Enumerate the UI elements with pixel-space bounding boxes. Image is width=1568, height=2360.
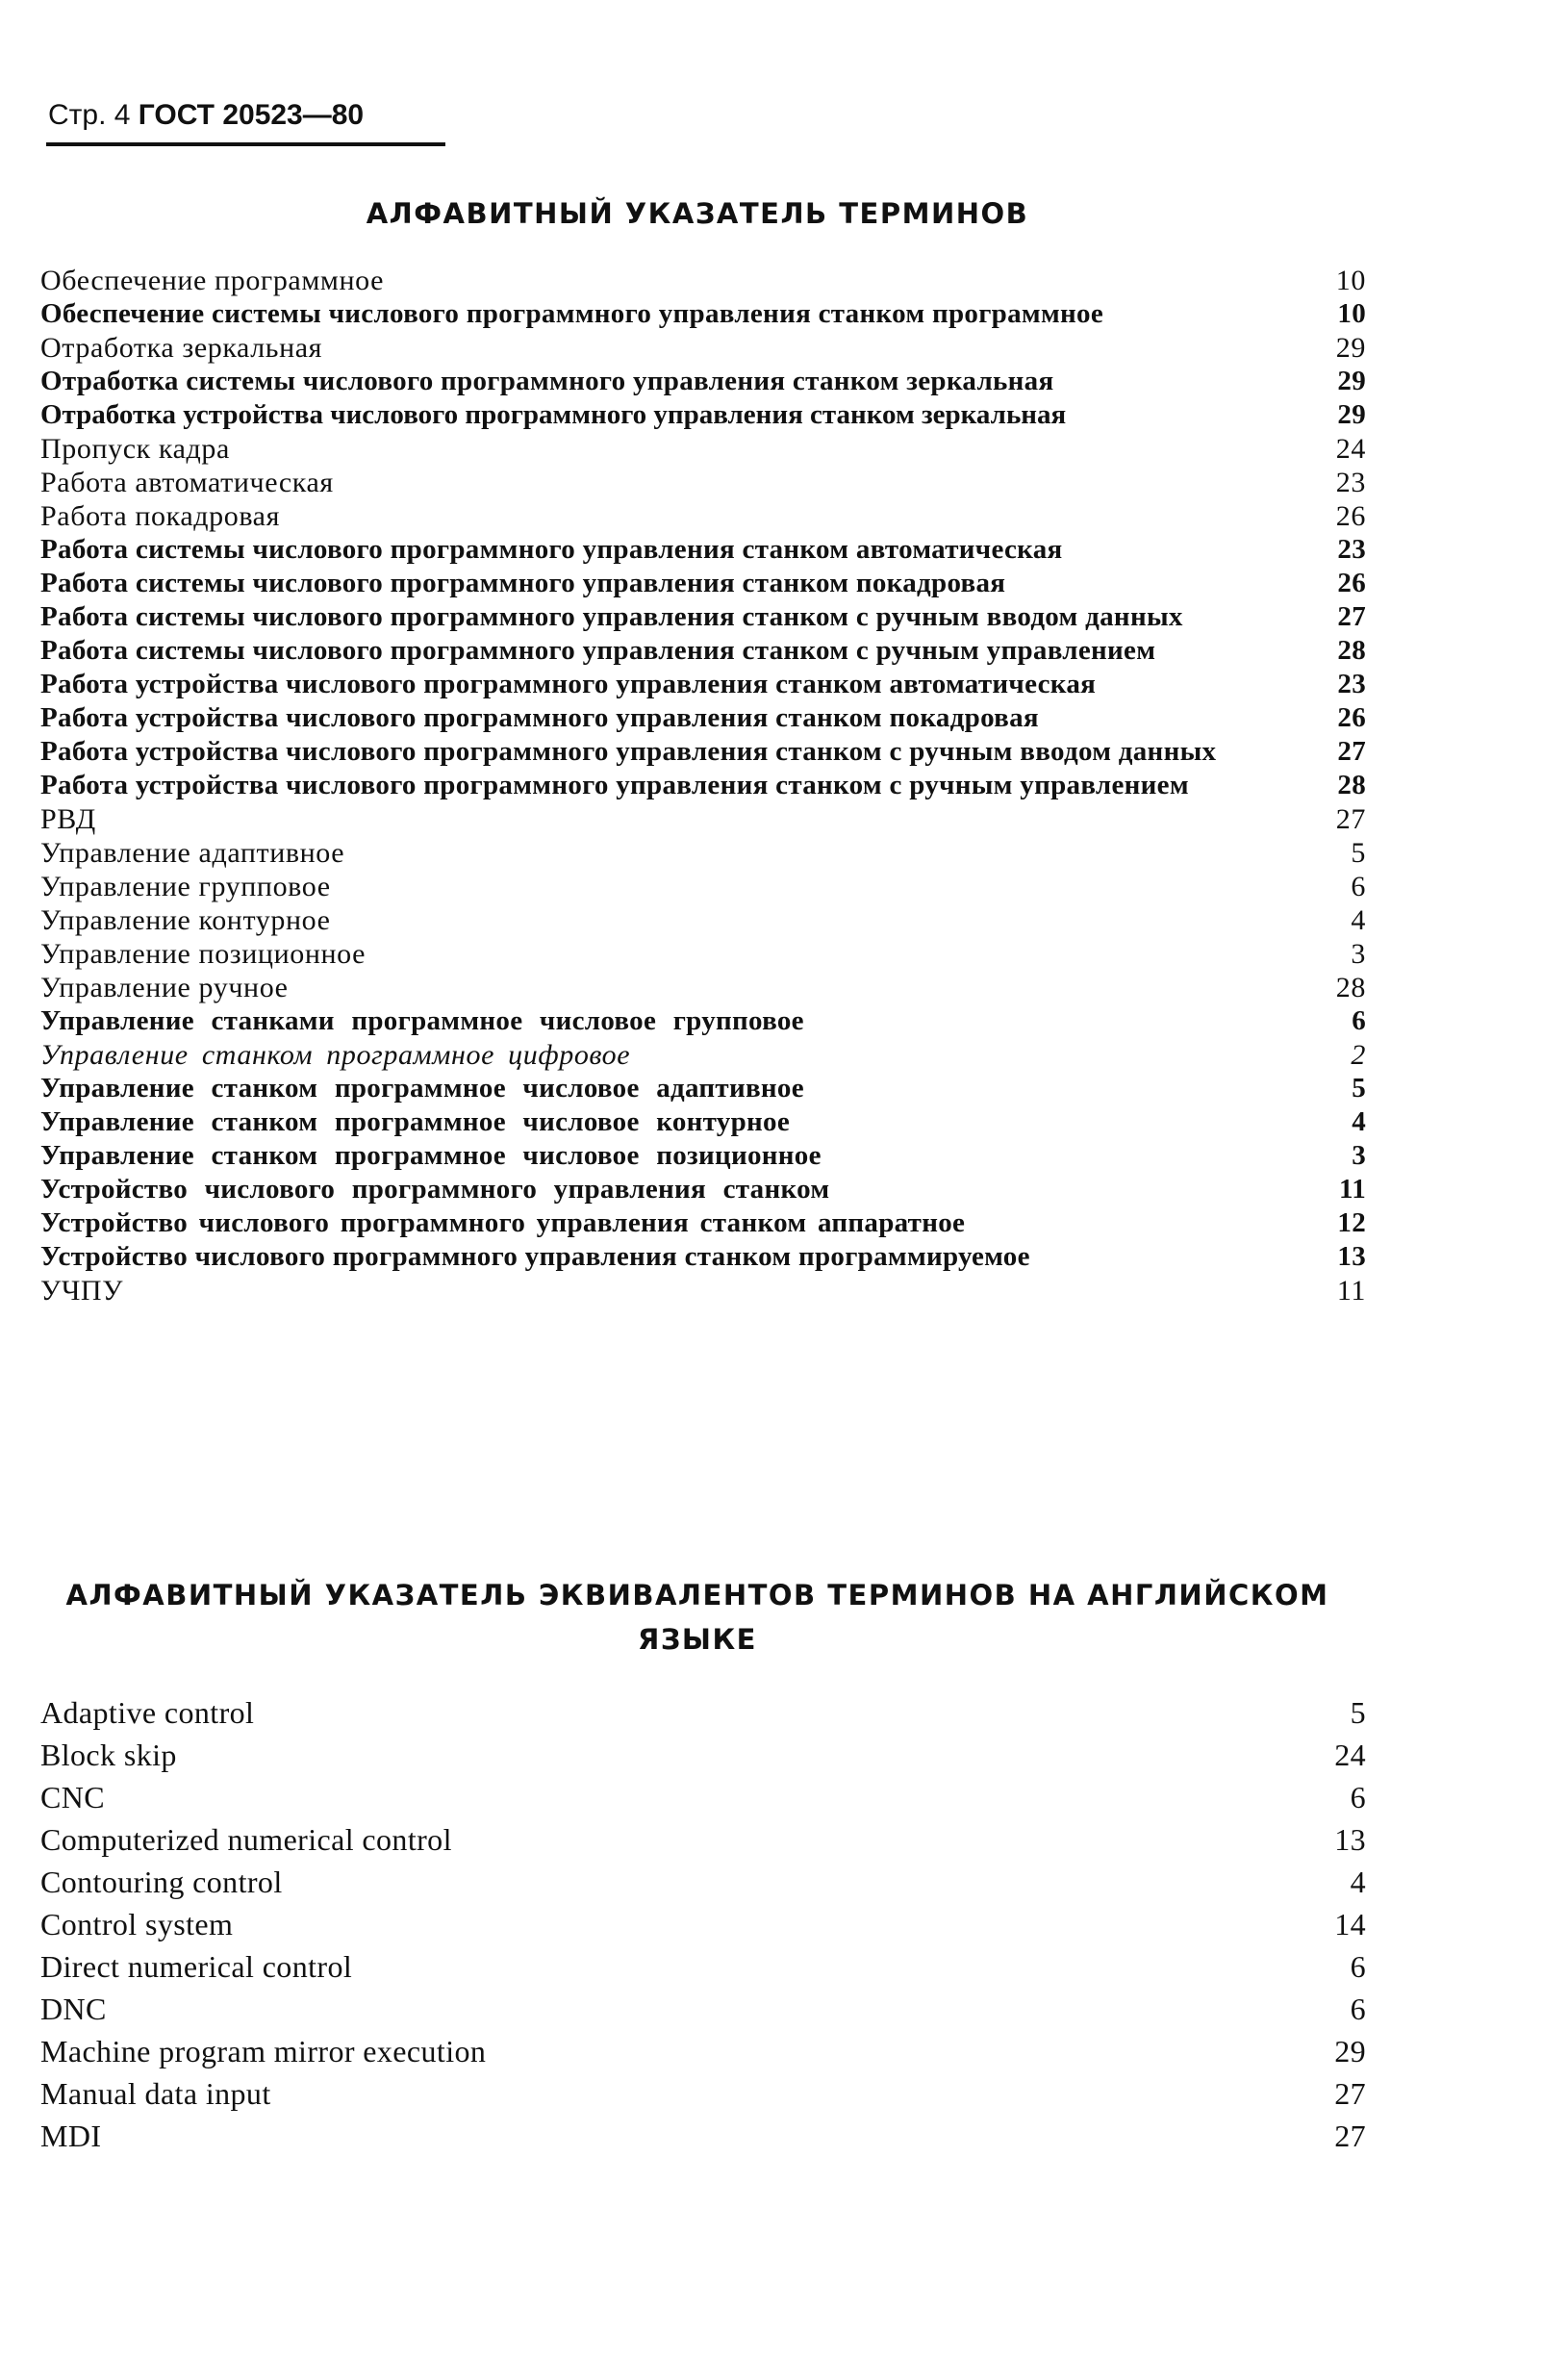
index-term: Block skip bbox=[40, 1738, 177, 1772]
index-page: 28 bbox=[1337, 635, 1366, 666]
index-page: 23 bbox=[1335, 467, 1366, 498]
index-page: 12 bbox=[1337, 1207, 1366, 1238]
index-term: УЧПУ bbox=[40, 1275, 124, 1307]
index-page: 6 bbox=[1351, 871, 1366, 902]
index-term: Управление позиционное bbox=[40, 938, 367, 970]
index-term: Работа устройства числового программного управления станком с ручным вводом данных bbox=[40, 736, 1217, 767]
index-term: Direct numerical control bbox=[40, 1949, 353, 1984]
en-index-title: АЛФАВИТНЫЙ УКАЗАТЕЛЬ ЭКВИВАЛЕНТОВ ТЕРМИНОВ НА АНГЛИЙСКОМ bbox=[65, 1579, 1329, 1611]
index-term: Управление станками программное числовое групповое bbox=[40, 1005, 804, 1036]
index-page: 4 bbox=[1352, 1106, 1366, 1137]
running-header bbox=[48, 96, 364, 135]
index-term: Устройство числового программного управления станком аппаратное bbox=[40, 1207, 966, 1238]
index-entry bbox=[40, 1206, 1366, 1240]
index-term: РВД bbox=[40, 803, 96, 835]
index-term: Работа устройства числового программного управления станком автоматическая bbox=[40, 669, 1097, 699]
index-entry bbox=[40, 466, 1366, 499]
header-rule bbox=[46, 142, 445, 146]
index-entry bbox=[40, 365, 1366, 398]
index-entry bbox=[40, 1861, 1366, 1903]
index-term: Устройство числового программного управления станком программируемое bbox=[40, 1241, 1030, 1272]
index-page: 4 bbox=[1351, 904, 1366, 936]
index-page: 26 bbox=[1335, 500, 1366, 532]
index-term: Отработка зеркальная bbox=[40, 332, 323, 364]
index-page: 4 bbox=[1350, 1865, 1366, 1899]
index-entry bbox=[40, 432, 1366, 466]
index-term: DNC bbox=[40, 1992, 107, 2026]
index-term: Пропуск кадра bbox=[40, 433, 230, 465]
index-page: 26 bbox=[1337, 702, 1366, 733]
index-term: Machine program mirror execution bbox=[40, 2034, 487, 2068]
index-page: 28 bbox=[1337, 770, 1366, 800]
index-page: 3 bbox=[1352, 1140, 1366, 1171]
en-index-title-cont: ЯЗЫКЕ bbox=[638, 1623, 757, 1656]
index-page: 24 bbox=[1335, 433, 1366, 465]
index-entry bbox=[40, 331, 1366, 365]
index-entry bbox=[40, 668, 1366, 701]
index-page: 23 bbox=[1337, 669, 1366, 699]
index-entry bbox=[40, 1038, 1366, 1072]
index-term: Работа системы числового программного управления станком с ручным вводом данных bbox=[40, 601, 1183, 632]
index-page: 2 bbox=[1351, 1039, 1366, 1071]
index-page: 27 bbox=[1334, 2076, 1366, 2111]
index-page: 10 bbox=[1335, 265, 1366, 296]
index-page: 5 bbox=[1351, 837, 1366, 869]
index-term: Управление станком программное числовое адаптивное bbox=[40, 1073, 804, 1104]
index-term: Управление контурное bbox=[40, 904, 331, 936]
index-entry bbox=[40, 634, 1366, 668]
index-entry bbox=[40, 1903, 1366, 1945]
index-term: Управление станком программное числовое контурное bbox=[40, 1106, 791, 1137]
index-entry bbox=[40, 1818, 1366, 1861]
index-entry bbox=[40, 735, 1366, 769]
index-entry bbox=[40, 297, 1366, 331]
index-page: 24 bbox=[1334, 1738, 1366, 1772]
index-term: Отработка системы числового программного управления станком зеркальная bbox=[40, 366, 1054, 396]
index-page: 27 bbox=[1334, 2119, 1366, 2153]
index-page: 11 bbox=[1336, 1275, 1366, 1307]
index-page: 6 bbox=[1352, 1005, 1366, 1036]
en-term-index bbox=[40, 1691, 1366, 2157]
ru-index-title: АЛФАВИТНЫЙ УКАЗАТЕЛЬ ТЕРМИНОВ bbox=[366, 197, 1029, 230]
index-term: Работа устройства числового программного управления станком с ручным управлением bbox=[40, 770, 1189, 800]
index-term: Работа системы числового программного управления станком покадровая bbox=[40, 568, 1006, 598]
index-page: 27 bbox=[1335, 803, 1366, 835]
index-term: Управление станком программное числовое позиционное bbox=[40, 1140, 822, 1171]
index-entry bbox=[40, 499, 1366, 533]
index-entry bbox=[40, 1988, 1366, 2030]
index-entry bbox=[40, 1274, 1366, 1307]
index-page: 13 bbox=[1334, 1822, 1366, 1857]
index-entry bbox=[40, 264, 1366, 297]
index-term: Обеспечение программное bbox=[40, 265, 385, 296]
index-term: Управление адаптивное bbox=[40, 837, 345, 869]
index-page: 11 bbox=[1339, 1174, 1366, 1205]
index-term: Contouring control bbox=[40, 1865, 283, 1899]
index-entry bbox=[40, 2030, 1366, 2072]
index-term: Управление групповое bbox=[40, 871, 331, 902]
index-page: 10 bbox=[1337, 298, 1366, 329]
index-entry bbox=[40, 1105, 1366, 1139]
index-term: CNC bbox=[40, 1780, 105, 1814]
index-term: Работа покадровая bbox=[40, 500, 280, 532]
index-entry bbox=[40, 701, 1366, 735]
index-entry bbox=[40, 870, 1366, 903]
index-entry bbox=[40, 1240, 1366, 1274]
index-term: Управление ручное bbox=[40, 972, 289, 1003]
index-entry bbox=[40, 802, 1366, 836]
index-entry bbox=[40, 1004, 1366, 1038]
index-term: Control system bbox=[40, 1907, 234, 1941]
index-entry bbox=[40, 1173, 1366, 1206]
index-entry bbox=[40, 1072, 1366, 1105]
index-entry bbox=[40, 533, 1366, 567]
index-entry bbox=[40, 600, 1366, 634]
index-entry bbox=[40, 1945, 1366, 1988]
index-page: 3 bbox=[1351, 938, 1366, 970]
index-term: Работа системы числового программного управления станком автоматическая bbox=[40, 534, 1063, 565]
index-page: 5 bbox=[1350, 1695, 1366, 1730]
index-term: Работа устройства числового программного управления станком покадровая bbox=[40, 702, 1039, 733]
index-page: 28 bbox=[1335, 972, 1366, 1003]
index-term: Работа системы числового программного управления станком с ручным управлением bbox=[40, 635, 1156, 666]
index-page: 6 bbox=[1350, 1992, 1366, 2026]
index-entry bbox=[40, 2072, 1366, 2115]
page-label: Стр. 4 bbox=[48, 99, 131, 131]
index-term: Обеспечение системы числового программного управления станком программное bbox=[40, 298, 1103, 329]
index-page: 27 bbox=[1337, 601, 1366, 632]
document-reference: ГОСТ 20523—80 bbox=[138, 99, 365, 131]
index-page: 29 bbox=[1337, 399, 1366, 430]
index-entry bbox=[40, 769, 1366, 802]
index-entry bbox=[40, 903, 1366, 937]
index-page: 29 bbox=[1334, 2034, 1366, 2068]
index-page: 29 bbox=[1335, 332, 1366, 364]
index-entry bbox=[40, 2115, 1366, 2157]
index-entry bbox=[40, 836, 1366, 870]
index-entry bbox=[40, 937, 1366, 971]
index-term: MDI bbox=[40, 2119, 102, 2153]
index-page: 27 bbox=[1337, 736, 1366, 767]
index-entry bbox=[40, 1776, 1366, 1818]
index-page: 6 bbox=[1350, 1949, 1366, 1984]
index-page: 29 bbox=[1337, 366, 1366, 396]
index-term: Adaptive control bbox=[40, 1695, 255, 1730]
index-page: 26 bbox=[1337, 568, 1366, 598]
index-entry bbox=[40, 1139, 1366, 1173]
index-term: Работа автоматическая bbox=[40, 467, 334, 498]
index-term: Отработка устройства числового программного управления станком зеркальная bbox=[40, 399, 1067, 430]
index-page: 5 bbox=[1352, 1073, 1366, 1104]
index-page: 6 bbox=[1350, 1780, 1366, 1814]
index-term: Устройство числового программного управления станком bbox=[40, 1174, 830, 1205]
index-page: 23 bbox=[1337, 534, 1366, 565]
index-term: Управление станком программное цифровое bbox=[40, 1039, 631, 1071]
ru-term-index bbox=[40, 264, 1366, 1307]
index-entry bbox=[40, 398, 1366, 432]
index-term: Computerized numerical control bbox=[40, 1822, 452, 1857]
index-entry bbox=[40, 1734, 1366, 1776]
index-entry bbox=[40, 567, 1366, 600]
index-term: Manual data input bbox=[40, 2076, 271, 2111]
index-entry bbox=[40, 1691, 1366, 1734]
index-page: 13 bbox=[1337, 1241, 1366, 1272]
index-entry bbox=[40, 971, 1366, 1004]
index-page: 14 bbox=[1334, 1907, 1366, 1941]
